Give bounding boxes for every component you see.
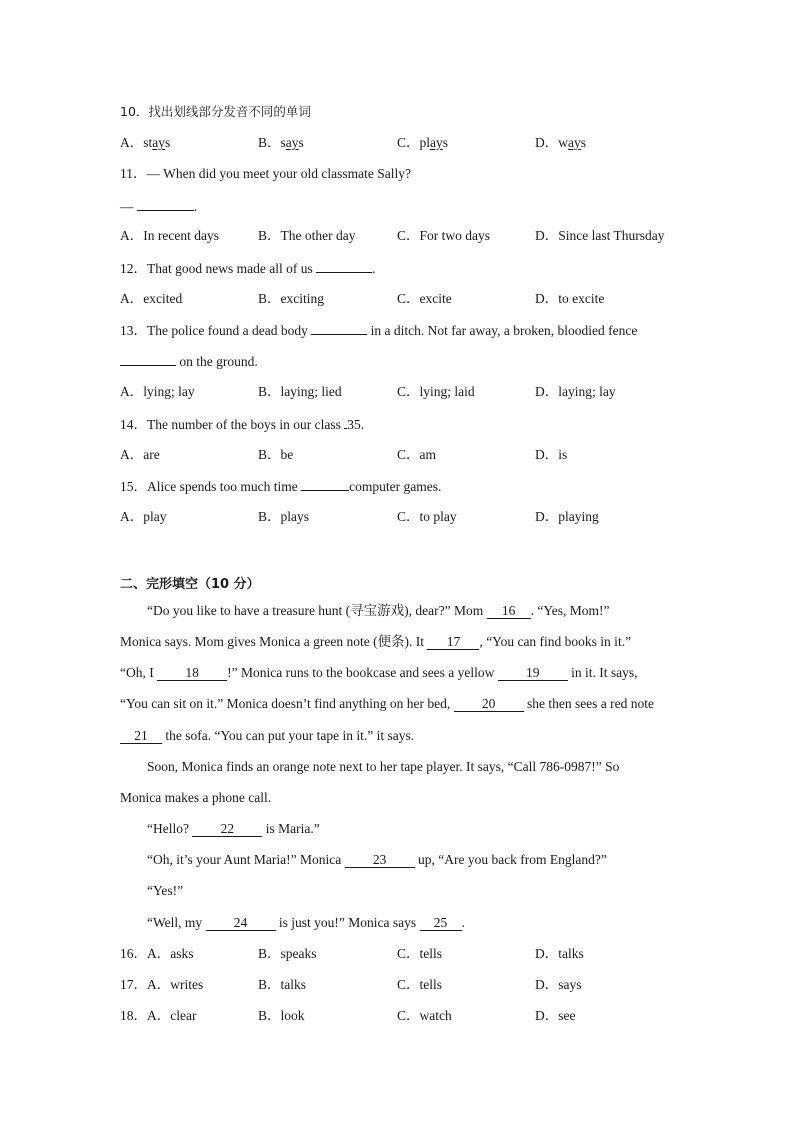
blank-19[interactable]: 19 [498, 666, 568, 681]
question-12-stem: 12．That good news made all of us . [120, 261, 376, 276]
answer-blank[interactable] [316, 259, 372, 273]
blank-20[interactable]: 20 [454, 697, 524, 712]
q18-option-c[interactable]: C．watch [397, 1008, 452, 1023]
q15-option-b[interactable]: B．plays [258, 509, 310, 524]
question-14-stem: 14．The number of the boys in our class 35. [120, 417, 365, 432]
q14-option-d[interactable]: D．is [535, 447, 568, 462]
question-11-answer-line: — . [120, 199, 198, 214]
q10-option-b[interactable]: B．says [258, 135, 304, 150]
q17-option-a[interactable]: 17．A．writes [120, 977, 204, 992]
q17-option-d[interactable]: D．says [535, 977, 582, 992]
passage-line-5: 21 the sofa. “You can put your tape in it.” it says. [120, 727, 414, 745]
q12-option-d[interactable]: D．to excite [535, 291, 605, 306]
q15-option-d[interactable]: D．playing [535, 509, 599, 524]
passage-line-9: “Oh, it’s your Aunt Maria!” Monica 23 up, “Are you back from England?” [147, 852, 607, 867]
passage-line-2: Monica says. Mom gives Monica a green note (便条). It 17 , “You can find books in it.” [120, 634, 632, 649]
blank-18[interactable]: 18 [157, 666, 227, 681]
q16-option-b[interactable]: B．speaks [258, 946, 317, 961]
blank-22[interactable]: 22 [192, 822, 262, 837]
q18-option-d[interactable]: D．see [535, 1008, 576, 1023]
answer-blank[interactable] [301, 477, 349, 491]
q15-option-a[interactable]: A．play [120, 509, 167, 524]
question-13-stem: 13．The police found a dead body in a ditch. Not far away, a broken, bloodied fence [120, 323, 638, 338]
q10-option-c[interactable]: C．plays [397, 135, 449, 150]
section-2-heading: 二、完形填空（10 分） [120, 577, 260, 592]
blank-17[interactable]: 17 [427, 635, 479, 650]
passage-line-4: “You can sit on it.” Monica doesn’t find anything on her bed, 20 she then sees a red note [120, 696, 655, 711]
q13-option-a[interactable]: A．lying; lay [120, 384, 195, 399]
q18-option-b[interactable]: B．look [258, 1008, 305, 1023]
q11-option-c[interactable]: C．For two days [397, 228, 491, 243]
q12-option-b[interactable]: B．exciting [258, 291, 324, 306]
question-10-stem: 10．找出划线部分发音不同的单词 [120, 104, 311, 119]
q13-option-c[interactable]: C．lying; laid [397, 384, 475, 399]
passage-line-1: “Do you like to have a treasure hunt (寻宝游戏), dear?” Mom 16 . “Yes, Mom!” [147, 603, 610, 618]
passage-line-6: Soon, Monica finds an orange note next to her tape player. It says, “Call 786-0987!” So [147, 759, 620, 774]
question-11-stem: 11．— When did you meet your old classmate Sally? [120, 166, 411, 181]
passage-line-7: Monica makes a phone call. [120, 790, 272, 805]
q12-option-a[interactable]: A．excited [120, 291, 183, 306]
q11-option-d[interactable]: D．Since last Thursday [535, 228, 665, 243]
blank-21[interactable]: 21 [120, 729, 162, 744]
q16-option-c[interactable]: C．tells [397, 946, 443, 961]
q13-option-b[interactable]: B．laying; lied [258, 384, 342, 399]
passage-line-11: “Well, my 24 is just you!” Monica says 25 . [147, 915, 465, 930]
q18-option-a[interactable]: 18．A．clear [120, 1008, 197, 1023]
q15-option-c[interactable]: C．to play [397, 509, 457, 524]
passage-line-8: “Hello? 22 is Maria.” [147, 821, 320, 836]
blank-25[interactable]: 25 [420, 916, 462, 931]
q17-option-c[interactable]: C．tells [397, 977, 443, 992]
answer-blank[interactable] [120, 352, 176, 366]
q14-option-c[interactable]: C．am [397, 447, 436, 462]
answer-blank[interactable] [137, 197, 194, 211]
blank-24[interactable]: 24 [206, 916, 276, 931]
q11-option-b[interactable]: B．The other day [258, 228, 356, 243]
q14-option-b[interactable]: B．be [258, 447, 294, 462]
q10-option-a[interactable]: A．stays [120, 135, 171, 150]
q16-option-a[interactable]: 16．A．asks [120, 946, 194, 961]
blank-23[interactable]: 23 [345, 853, 415, 868]
q12-option-c[interactable]: C．excite [397, 291, 452, 306]
question-13-stem-line2: on the ground. [120, 352, 258, 371]
q14-option-a[interactable]: A．are [120, 447, 160, 462]
question-15-stem: 15．Alice spends too much time computer games. [120, 479, 442, 494]
q11-option-a[interactable]: A．In recent days [120, 228, 219, 243]
answer-blank[interactable] [311, 321, 367, 335]
passage-line-3: “Oh, I 18 !” Monica runs to the bookcase and sees a yellow 19 in it. It says, [120, 665, 638, 680]
passage-line-10: “Yes!” [147, 883, 184, 898]
q10-option-d[interactable]: D．ways [535, 135, 587, 150]
q17-option-b[interactable]: B．talks [258, 977, 307, 992]
q13-option-d[interactable]: D．laying; lay [535, 384, 616, 399]
blank-16[interactable]: 16 [487, 604, 531, 619]
q16-option-d[interactable]: D．talks [535, 946, 584, 961]
